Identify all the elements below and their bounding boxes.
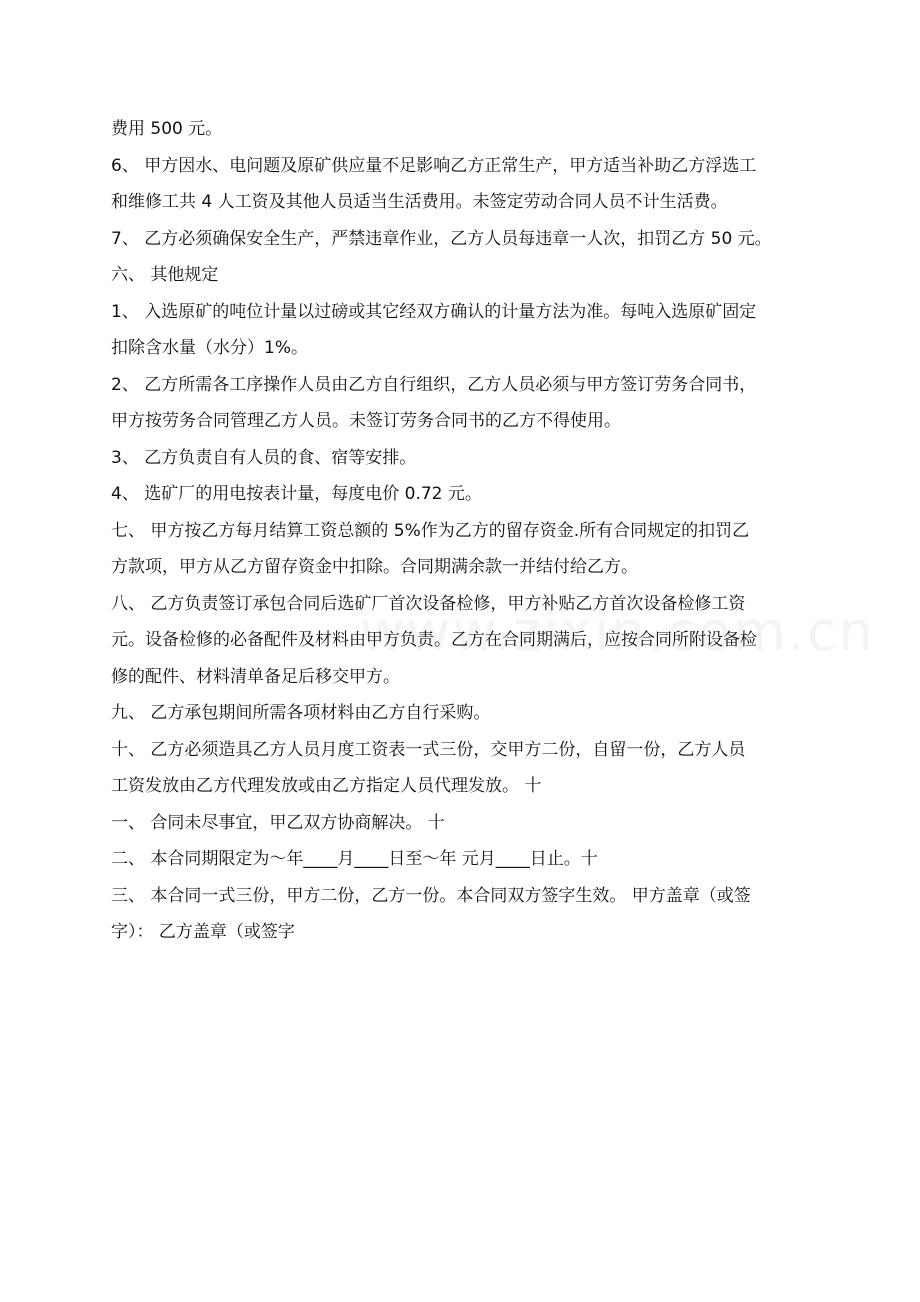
line-22: 三、 本合同一式三份，甲方二份，乙方一份。本合同双方签字生效。 甲方盖章（或签 <box>111 886 751 906</box>
line-1: 费用 500 元。 <box>111 119 223 139</box>
line-7: 扣除含水量（水分）1%。 <box>111 338 308 358</box>
line-20: 一、 合同未尽事宜，甲乙双方协商解决。 十 <box>111 813 445 833</box>
line-3: 和维修工共 4 人工资及其他人员适当生活费用。未签定劳动合同人员不计生活费。 <box>111 192 728 212</box>
line-21: 二、 本合同期限定为～年____月____日至～年 元月____日止。十 <box>111 849 598 869</box>
line-2: 6、 甲方因水、电问题及原矿供应量不足影响乙方正常生产，甲方适当补助乙方浮选工 <box>111 156 757 176</box>
line-15: 元。设备检修的必备配件及材料由甲方负责。乙方在合同期满后，应按合同所附设备检 <box>111 630 757 650</box>
line-6: 1、 入选原矿的吨位计量以过磅或其它经双方确认的计量方法为准。每吨入选原矿固定 <box>111 302 757 322</box>
line-11: 4、 选矿厂的用电按表计量，每度电价 0.72 元。 <box>111 484 482 504</box>
line-13: 方款项，甲方从乙方留存资金中扣除。合同期满余款一并结付给乙方。 <box>111 557 638 577</box>
line-9: 甲方按劳务合同管理乙方人员。未签订劳务合同书的乙方不得使用。 <box>111 411 621 431</box>
line-8: 2、 乙方所需各工序操作人员由乙方自行组织，乙方人员必须与甲方签订劳务合同书， <box>111 375 757 395</box>
line-18: 十、 乙方必须造具乙方人员月度工资表一式三份，交甲方二份，自留一份，乙方人员 <box>111 740 746 760</box>
line-23: 字）： 乙方盖章（或签字 <box>111 922 295 942</box>
line-16: 修的配件、材料清单备足后移交甲方。 <box>111 667 400 687</box>
line-10: 3、 乙方负责自有人员的食、宿等安排。 <box>111 448 417 468</box>
line-14: 八、 乙方负责签订承包合同后选矿厂首次设备检修，甲方补贴乙方首次设备检修工资 <box>111 594 746 614</box>
line-12: 七、 甲方按乙方每月结算工资总额的 5%作为乙方的留存资金.所有合同规定的扣罚乙 <box>111 521 750 541</box>
line-4: 7、 乙方必须确保安全生产，严禁违章作业，乙方人员每违章一人次，扣罚乙方 50 元。 <box>111 229 772 249</box>
line-5: 六、 其他规定 <box>111 265 219 285</box>
line-17: 九、 乙方承包期间所需各项材料由乙方自行采购。 <box>111 703 491 723</box>
line-19: 工资发放由乙方代理发放或由乙方指定人员代理发放。 十 <box>111 776 542 796</box>
